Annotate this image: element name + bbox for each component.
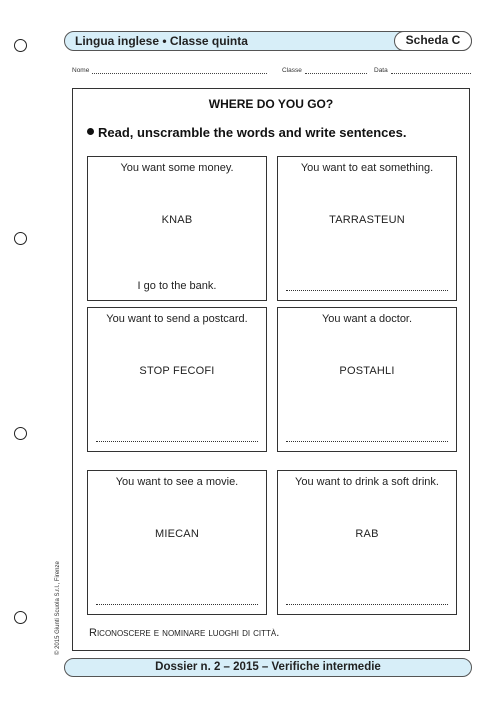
answer-line[interactable] — [286, 289, 448, 291]
bullet-icon — [87, 128, 94, 135]
scrambled-word: KNAB — [161, 214, 193, 226]
binder-hole-4 — [14, 611, 27, 624]
card-prompt: You want some money. — [120, 162, 234, 174]
scrambled-word: TARRASTEUN — [329, 214, 405, 226]
answer-line[interactable] — [96, 440, 258, 442]
exercise-card-movie — [87, 470, 267, 615]
exercise-card-money — [87, 156, 267, 301]
class-label: Classe — [282, 67, 302, 74]
worksheet-frame — [72, 88, 470, 651]
class-field[interactable] — [282, 67, 367, 74]
exercise-card-eat — [277, 156, 457, 301]
answer-line[interactable] — [286, 440, 448, 442]
example-answer: I go to the bank. — [137, 280, 217, 292]
binder-hole-1 — [14, 39, 27, 52]
date-label: Data — [374, 67, 388, 74]
name-field[interactable] — [72, 67, 267, 74]
card-prompt: You want to send a postcard. — [106, 313, 248, 325]
card-prompt: You want to eat something. — [300, 162, 434, 174]
card-prompt: You want to see a movie. — [115, 476, 239, 488]
date-line — [391, 67, 471, 74]
answer-line[interactable] — [96, 603, 258, 605]
card-prompt: You want to drink a soft drink. — [295, 476, 439, 488]
worksheet-instruction — [87, 125, 406, 140]
card-prompt: You want a doctor. — [321, 313, 413, 325]
name-line — [92, 67, 267, 74]
class-line — [305, 67, 367, 74]
exercise-card-postcard — [87, 307, 267, 452]
header-bar — [64, 31, 472, 51]
scrambled-word: MIECAN — [155, 528, 199, 540]
exercise-card-drink — [277, 470, 457, 615]
scrambled-word: STOP FECOFI — [139, 365, 215, 377]
date-field[interactable] — [374, 67, 471, 74]
instruction-text: Read, unscramble the words and write sentences. — [98, 125, 407, 140]
header-title: Lingua inglese • Classe quinta — [75, 34, 248, 48]
footer-bar: Dossier n. 2 – 2015 – Verifiche intermedie — [64, 658, 472, 677]
worksheet-title: WHERE DO YOU GO? — [208, 97, 334, 111]
copyright-notice: © 2015 Giunti Scuola S.r.l., Firenze — [55, 561, 61, 655]
answer-line[interactable] — [286, 603, 448, 605]
worksheet-tag: Scheda C — [394, 31, 472, 51]
learning-objective: Riconoscere e nominare luoghi di città. — [89, 627, 280, 639]
binder-hole-2 — [14, 232, 27, 245]
exercise-card-doctor — [277, 307, 457, 452]
binder-hole-3 — [14, 427, 27, 440]
name-label: Nome — [72, 67, 90, 74]
scrambled-word: POSTAHLI — [339, 365, 395, 377]
scrambled-word: RAB — [355, 528, 379, 540]
